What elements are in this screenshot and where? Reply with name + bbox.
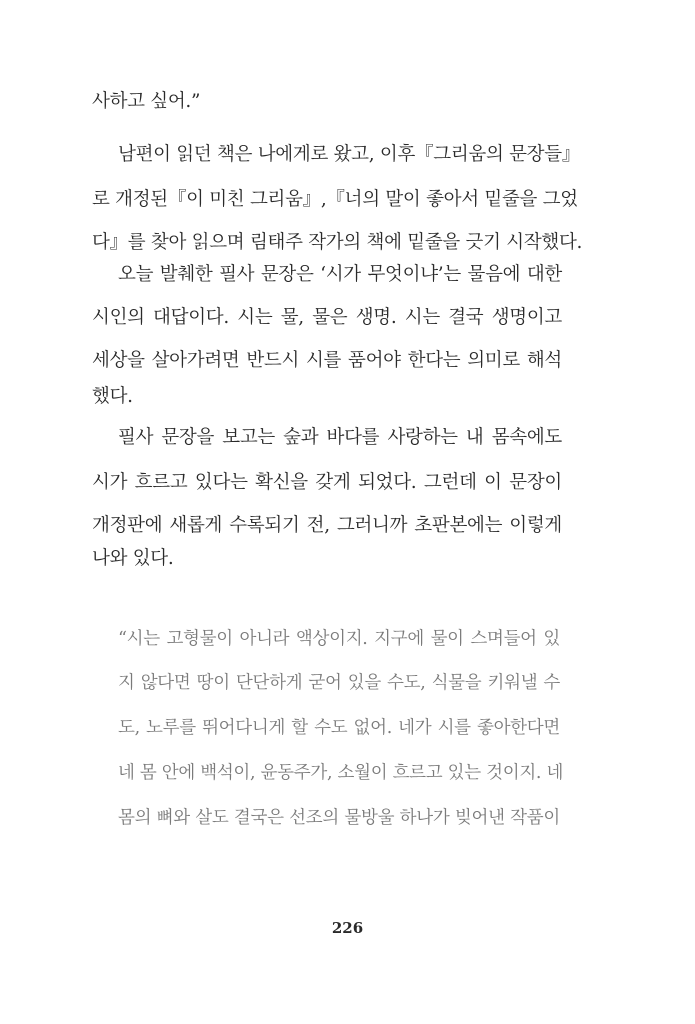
quote-line: “시는 고형물이 아니라 액상이지. 지구에 물이 스며들어 있 xyxy=(118,629,560,649)
body-line: 시인의 대답이다. 시는 물, 물은 생명. 시는 결국 생명이고 xyxy=(92,307,562,328)
body-line: 나와 있다. xyxy=(92,548,174,569)
body-line: 사하고 싶어.” xyxy=(92,91,201,112)
body-line: 로 개정된『이 미친 그리움』,『너의 말이 좋아서 밑줄을 그었 xyxy=(92,189,578,210)
page-number: 226 xyxy=(331,919,364,937)
quote-line: 지 않다면 땅이 단단하게 굳어 있을 수도, 식물을 키워낼 수 xyxy=(118,673,560,693)
body-line: 세상을 살아가려면 반드시 시를 품어야 한다는 의미로 해석 xyxy=(92,350,562,371)
body-line: 필사 문장을 보고는 숲과 바다를 사랑하는 내 몸속에도 xyxy=(118,427,562,448)
quote-line: 네 몸 안에 백석이, 윤동주가, 소월이 흐르고 있는 것이지. 네 xyxy=(118,763,564,783)
body-line: 오늘 발췌한 필사 문장은 ‘시가 무엇이냐’는 물음에 대한 xyxy=(118,264,562,285)
quote-line: 도, 노루를 뛰어다니게 할 수도 없어. 네가 시를 좋아한다면 xyxy=(118,718,560,738)
body-line: 남편이 읽던 책은 나에게로 왔고, 이후『그리움의 문장들』 xyxy=(118,144,581,165)
body-line: 했다. xyxy=(92,386,133,407)
body-line: 개정판에 새롭게 수록되기 전, 그러니까 초판본에는 이렇게 xyxy=(92,515,562,536)
quote-line: 몸의 뼈와 살도 결국은 선조의 물방울 하나가 빚어낸 작품이 xyxy=(118,808,560,828)
body-line: 다』를 찾아 읽으며 림태주 작가의 책에 밑줄을 긋기 시작했다. xyxy=(92,232,583,253)
body-line: 시가 흐르고 있다는 확신을 갖게 되었다. 그런데 이 문장이 xyxy=(92,472,562,493)
